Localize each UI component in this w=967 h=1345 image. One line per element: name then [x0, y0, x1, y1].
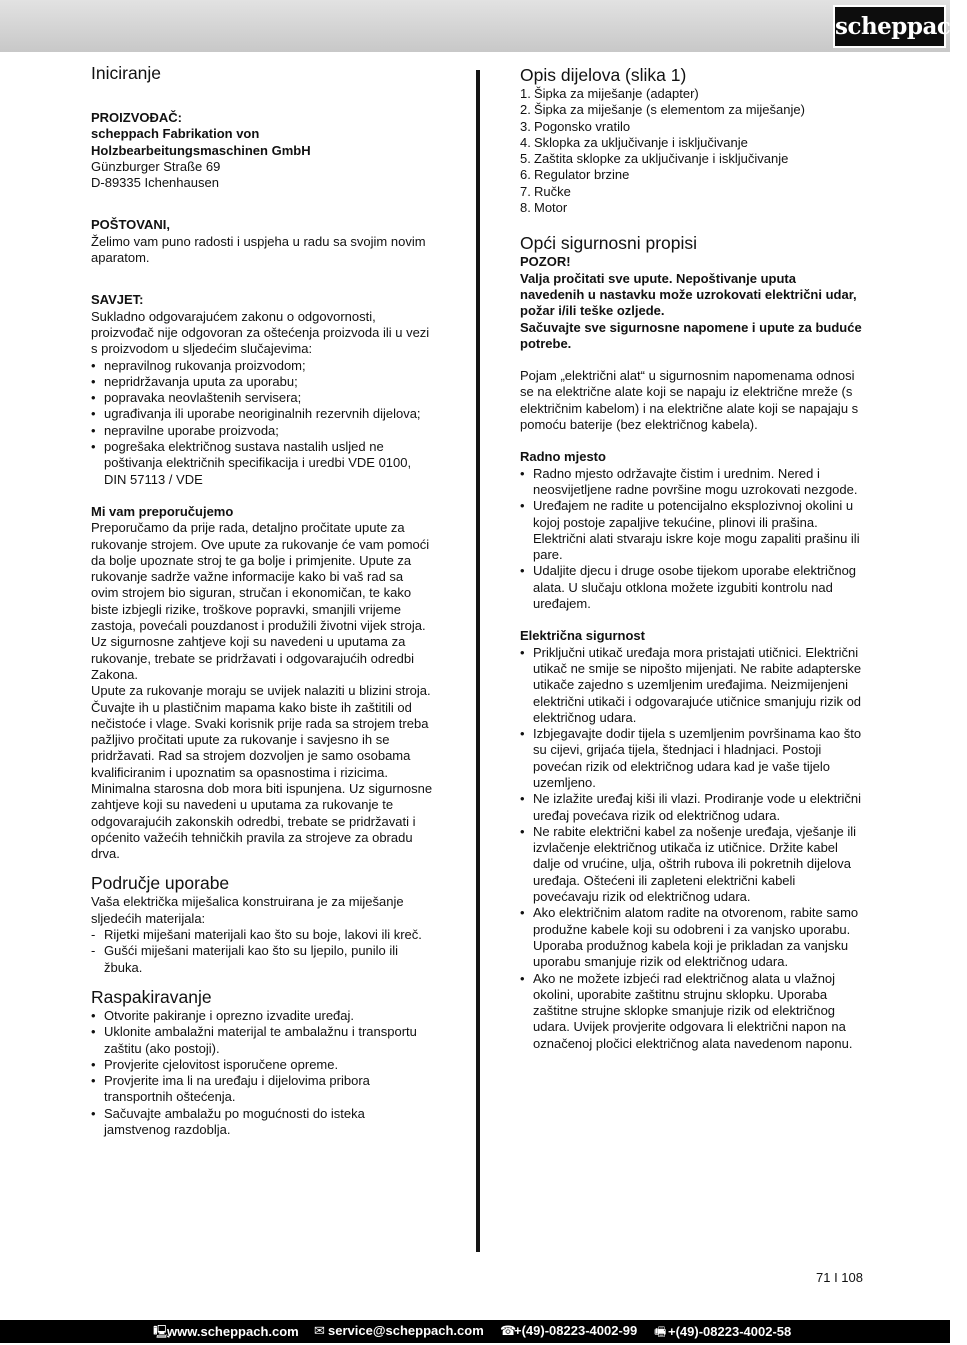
- list-item: • pogrešaka električnog sustava nastalih usljed ne poštivanja električnih specifikacija i uredbi VDE 0100, DIN 57113 / VDE: [91, 439, 433, 488]
- recommend-paragraph: Uz sigurnosne zahtjeve koji su navedeni u uputama za rukovanje, trebate se pridržavati i odgovarajućih odredbi Zakona.: [91, 634, 415, 682]
- header-bar: [0, 0, 967, 52]
- list-item: 8. Motor: [520, 200, 568, 216]
- dear-label: POŠTOVANI,: [91, 217, 170, 233]
- mail-icon: ✉: [314, 1323, 325, 1338]
- list-item: 1. Šipka za miješanje (adapter): [520, 86, 699, 101]
- list-item: • Udaljite djecu i druge osobe tijekom uporabe električnog alata. U slučaju otklona možete izgubiti kontrolu nad uređajem.: [520, 563, 862, 612]
- advice-text: Sukladno odgovarajućem zakonu o odgovornosti, proizvođač nije odgovoran za oštećenja proizvoda ili u vezi s proizvodom u sljedećim slučajevima:: [91, 308, 430, 357]
- list-item: • Provjerite ima li na uređaju i dijelovima pribora transportnih oštećenja.: [91, 1073, 433, 1106]
- advice-label: SAVJET:: [91, 292, 144, 308]
- warning-keep: Sačuvajte sve sigurnosne napomene i upute za buduće potrebe.: [520, 319, 862, 351]
- work-title: Radno mjesto: [520, 449, 606, 465]
- footer-website[interactable]: 🖳www.scheppach.com: [153, 1323, 299, 1345]
- dear-text: Želimo vam puno radosti i uspjeha u radu sa svojim novim aparatom.: [91, 233, 426, 266]
- address-street: Günzburger Straße 69: [91, 158, 221, 174]
- list-item: • Uklonite ambalažni materijal te ambalažnu i transportu zaštitu (ako postoji).: [91, 1024, 433, 1057]
- recommend-title: Mi vam preporučujemo: [91, 503, 234, 519]
- list-item: • Ako električnim alatom radite na otvorenom, rabite samo produžne kabele koji su odobreni i za vanjsko uporabu. Uporaba produžnog kabela koji je prikladan za vanjsku uporabu smanjuje rizik od električnog udara.: [520, 905, 862, 970]
- list-item: - Rijetki miješani materijali kao što su boje, lakovi ili kreč.: [91, 927, 433, 943]
- usage-text: Vaša električka miješalica konstruirana je za miješanje sljedećih materijala:: [91, 894, 404, 926]
- list-item: • Priključni utikač uređaja mora pristajati utičnici. Električni utikač ne smije se nipošto mijenjati. Ne rabite adapterske utikače zajedno s uzemljenim uređajima. Neizmijenjeni električni utikači i odgovarajuće utičnice smanjuju rizik od električnog udara.: [520, 645, 862, 726]
- parts-title: Opis dijelova (slika 1): [520, 65, 687, 85]
- list-item: • nepridržavanja uputa za uporabu;: [91, 374, 433, 390]
- list-item: 3. Pogonsko vratilo: [520, 118, 631, 134]
- manufacturer-name: scheppach Fabrikation von Holzbearbeitungsmaschinen GmbH: [91, 126, 311, 158]
- list-item: • Ne izlažite uređaj kiši ili vlazi. Prodiranje vode u električni uređaj povećava rizik od električnog udara.: [520, 791, 862, 824]
- elec-list: [520, 645, 862, 1052]
- right-column: [520, 64, 862, 1052]
- advice-list: [91, 358, 433, 488]
- usage-list: [91, 927, 433, 976]
- footer-fax[interactable]: 🖷 +(49)-08223-4002-58: [654, 1323, 791, 1345]
- page-number: 71 I 108: [816, 1270, 863, 1285]
- footer-phone[interactable]: ☎+(49)-08223-4002-99: [500, 1323, 638, 1338]
- unpack-list: [91, 1008, 433, 1138]
- term-text: Pojam „električni alat“ u sigurnosnim napomenama odnosi se na električne alate koji se napaju iz električne mreže (s električnim kabelom) i na električne alate koji se napajaju s pomoću baterije (bez električnog kabela).: [520, 368, 859, 433]
- scheppach-logo: scheppach: [833, 5, 946, 48]
- elec-title: Električna sigurnost: [520, 628, 645, 644]
- list-item: 4. Sklopka za uključivanje i isključivanje: [520, 134, 748, 150]
- list-item: 5. Zaštita sklopke za uključivanje i isključivanje: [520, 151, 789, 167]
- list-item: • Otvorite pakiranje i oprezno izvadite uređaj.: [91, 1008, 433, 1024]
- list-item: 2. Šipka za miješanje (s elementom za miješanje): [520, 102, 805, 118]
- phone-icon: ☎: [500, 1323, 517, 1338]
- column-divider: [476, 70, 480, 1252]
- usage-title: Područje uporabe: [91, 873, 230, 894]
- parts-list: [520, 86, 862, 216]
- list-item: • popravaka neovlaštenih servisera;: [91, 390, 433, 406]
- fax-icon: 🖷: [654, 1324, 667, 1339]
- warning-text: Valja pročitati sve upute. Nepoštivanje uputa navedenih u nastavku može uzrokovati električni udar, požar i/ili teške ozljede.: [520, 270, 857, 319]
- list-item: • Ne rabite električni kabel za nošenje uređaja, vješanje ili izvlačenje električnog utikača iz utičnice. Držite kabel dalje od vrućine, ulja, oštrih rubova ili pokretnih dijelova uređaja. Oštećeni ili zapleteni električni kabeli povećavaju rizik od električnog udara.: [520, 824, 862, 905]
- list-item: 7. Ručke: [520, 183, 571, 199]
- list-item: • Ako ne možete izbjeći rad električnog alata u vlažnoj okolini, uporabite zaštitnu strujnu sklopku. Uporaba zaštitne strujne sklopke smanjuje rizik od električnog udara. Uvijek provjerite odgovara li električni napon na označenoj pločici električnog alata navedenom naponu.: [520, 971, 862, 1052]
- unpack-title: Raspakiravanje: [91, 986, 212, 1007]
- manufacturer-label: PROIZVOĐAČ:: [91, 110, 182, 125]
- list-item: - Gušći miješani materijali kao što su ljepilo, punilo ili žbuka.: [91, 943, 433, 976]
- safety-title: Opći sigurnosni propisi: [520, 233, 698, 254]
- list-item: • Uređajem ne radite u potencijalno eksplozivnoj okolini u kojoj postoje zapaljive tekućine, plinovi ili prašina. Električni alati stvaraju iskre koje mogu zapaliti prašinu ili pare.: [520, 498, 862, 563]
- address-city: D-89335 Ichenhausen: [91, 175, 219, 191]
- intro-title: Iniciranje: [91, 63, 162, 83]
- warning-label: POZOR!: [520, 254, 571, 270]
- footer-email[interactable]: ✉ service@scheppach.com: [314, 1323, 484, 1338]
- list-item: • ugrađivanja ili uporabe neoriginalnih rezervnih dijelova;: [91, 406, 433, 422]
- left-column: [91, 62, 433, 1138]
- computer-icon: 🖳: [153, 1324, 171, 1339]
- recommend-paragraph: Preporučamo da prije rada, detaljno pročitate upute za rukovanje strojem. Ove upute za rukovanje će vam pomoći da bolje upoznate stroj te ga bolje i primjenite. Upute za rukovanje sadrže važne informacije kako bi vaš rad sa ovim strojem bio siguran, stručan i ekonomičan, te kako biste izbjegli rizike, troškove popravki, smanjili vrijeme zastoja, povećali pouzdanost i produžili životni vijek stroja.: [91, 520, 430, 634]
- list-item: • nepravilne uporabe proizvoda;: [91, 423, 433, 439]
- list-item: • Sačuvajte ambalažu po mogućnosti do isteka jamstvenog razdoblja.: [91, 1106, 433, 1139]
- footer-bar: [0, 1320, 950, 1343]
- list-item: • Provjerite cjelovitost isporučene opreme.: [91, 1057, 433, 1073]
- recommend-paragraph: Upute za rukovanje moraju se uvijek nalaziti u blizini stroja. Čuvajte ih u plastičnim mapama kako biste ih zaštitili od nečistoće i vlage. Svaki korisnik prije rada sa strojem treba pažljivo pročitati upute za rukovanje i savjesno ih se pridržavati. Rad sa strojem dozvoljen je samo osobama kvalificiranim i upoznatim sa opasnostima i rizicima. Minimalna starosna dob mora biti ispunjena. Uz sigurnosne zahtjeve koji su navedeni u uputama za rukovanje te odgovarajućih zakonskih odredbi, trebate se pridržavati i općenito važećih tehničkih pravila za strojeve za obradu drva.: [91, 683, 433, 862]
- list-item: • Izbjegavajte dodir tijela s uzemljenim površinama kao što su cijevi, grijaća tijela, štednjaci i hladnjaci. Postoji povećan rizik od električnog udara kad je vaše tijelo uzemljeno.: [520, 726, 862, 791]
- work-list: [520, 466, 862, 613]
- list-item: 6. Regulator brzine: [520, 167, 630, 183]
- list-item: • nepravilnog rukovanja proizvodom;: [91, 358, 433, 374]
- list-item: • Radno mjesto održavajte čistim i urednim. Nered i neosvijetljene radne površine mogu uzrokovati nezgode.: [520, 466, 862, 499]
